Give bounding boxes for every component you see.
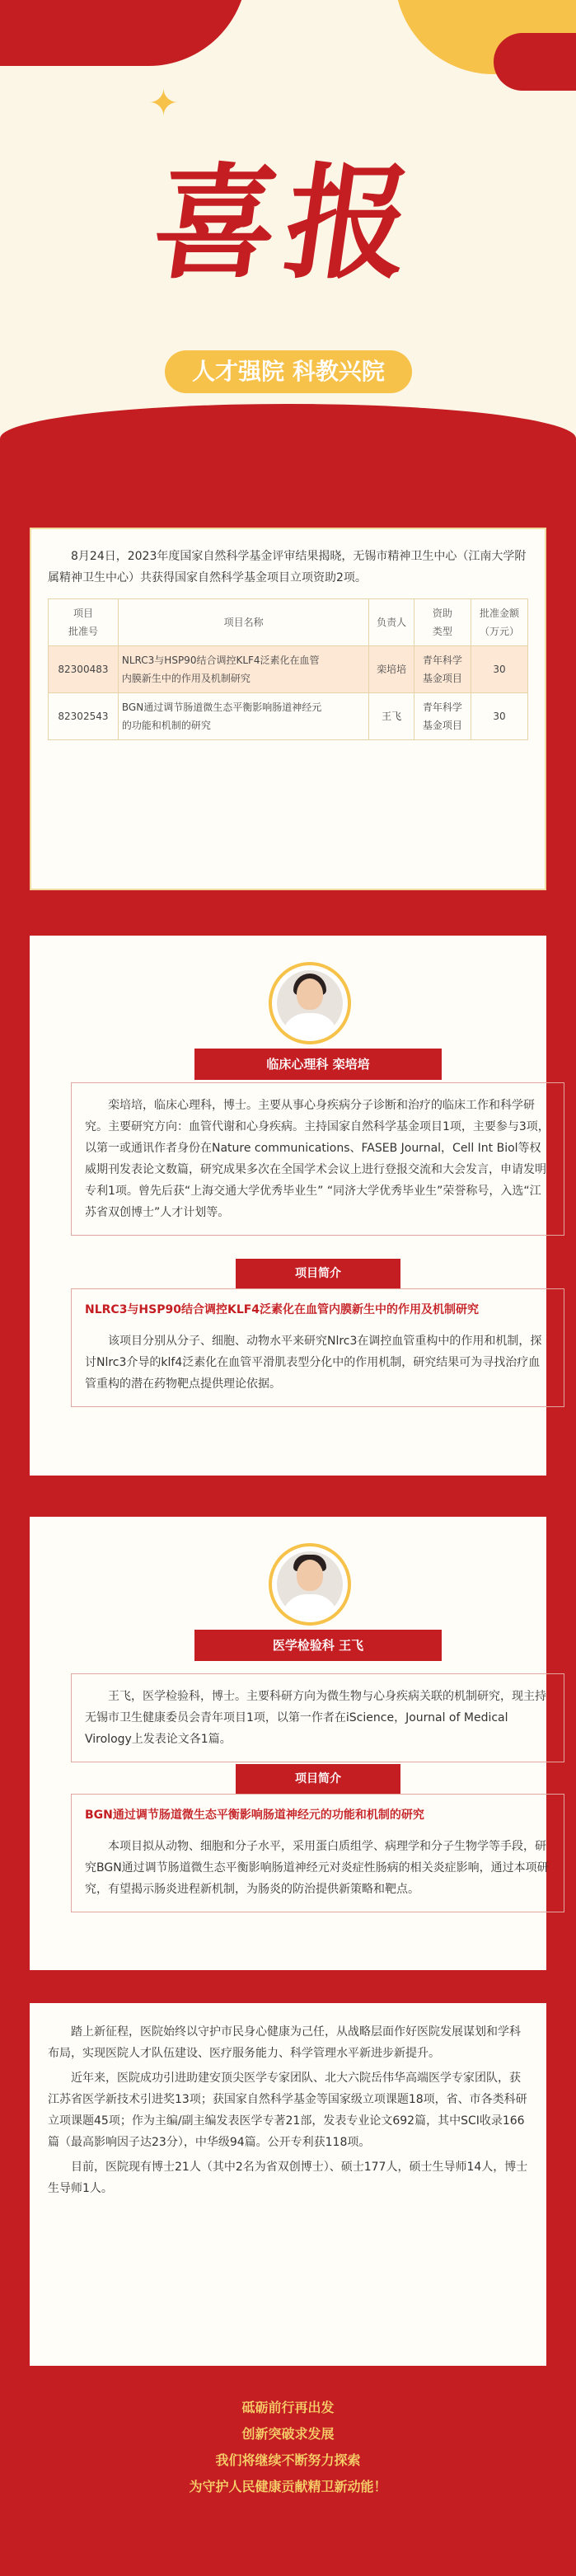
col-funding-type: 资助 类型 [414,599,471,646]
person-section-wang [30,1517,549,1970]
col-leader: 负责人 [369,599,414,646]
table-row: 82300483 NLRC3与HSP90结合调控KLF4泛素化在血管 内膜新生中的作用及机制研究 栾培培 青年科学 基金项目 30 [49,646,528,693]
project-desc: 本项目拟从动物、细胞和分子水平，采用蛋白质组学、病理学和分子生物学等手段，研究BGN通过调节肠道微生态平衡影响肠道神经元对炎症性肠病的相关炎症影响，通过本项研究，有望揭示肠炎进程新机制，为肠炎的防治提供新策略和靶点。 [85,1840,549,1896]
project-desc: 该项目分别从分子、细胞、动物水平来研究Nlrc3在调控血管重构中的作用和机制，探讨Nlrc3介导的klf4泛素化在血管平滑肌表型分化中的作用机制，研究结果可为寻找治疗血管重构的潜在药物靶点提供理论依据。 [85,1335,542,1391]
decor-blob-red [494,33,576,91]
intro-text: 8月24日，2023年度国家自然科学基金评审结果揭晓，无锡市精神卫生中心（江南大学附属精神卫生中心）共获得国家自然科学基金项目立项资助2项。 [48,550,527,584]
slogan-line: 砥砺前行再出发 [241,2400,335,2415]
project-title: BGN通过调节肠道微生态平衡影响肠道神经元的功能和机制的研究 [85,1809,424,1822]
person-section-luan [30,936,550,1476]
closing-paragraph: 目前，医院现有博士21人（其中2名为省双创博士）、硕士177人，硕士生导师14人，博士生导师1人。 [48,2161,528,2195]
hero-banner [0,0,576,490]
decor-wave [0,0,247,66]
closing-card [30,2003,546,2366]
hero-title: 喜报 [144,151,429,296]
person-name-banner: 医学检验科 王飞 [194,1630,442,1661]
sparkle-icon: ✦ [148,82,179,124]
decor-curve [0,404,576,490]
project-title: NLRC3与HSP90结合调控KLF4泛素化在血管内膜新生中的作用及机制研究 [85,1303,480,1316]
person-bio: 栾培培，临床心理科，博士。主要从事心身疾病分子诊断和治疗的临床工作和科学研究。主要研究方向：血管代谢和心身疾病。主持国家自然科学基金项目1项，主要参与3项，以第一或通讯作者身份在Nature communications、FASEB Journal，Cell Int Biol等权威期刊发表论文数篇，研究成果多次在全国学术会议上进行登报交流和大会发言，申请发明专利1项。曾先后获“上海交通大学优秀毕业生” “同济大学优秀毕业生”荣誉称号，入选“江苏省双创博士”人才计划等。 [71,1082,564,1236]
slogan-line: 创新突破求发展 [241,2426,335,2442]
closing-paragraph: 踏上新征程，医院始终以守护市民身心健康为己任，从战略层面作好医院发展谋划和学科布局，实现医院人才队伍建设、医疗服务能力、科学管理水平新进步新提升。 [48,2025,521,2060]
project-table [48,598,528,740]
avatar [269,962,351,1044]
person-bio: 王飞，医学检验科，博士。主要科研方向为微生物与心身疾病关联的机制研究，现主持无锡市卫生健康委员会青年项目1项，以第一作者在iScience，Journal of Medical Virology上发表论文各1篇。 [71,1673,564,1762]
col-project-name: 项目名称 [118,599,368,646]
project-box [71,1288,564,1407]
closing-paragraph: 近年来，医院成功引进助建安顶尖医学专家团队、北大六院岳伟华高端医学专家团队，获江苏省医学新技术引进奖13项；获国家自然科学基金等国家级立项课题18项，省、市各类科研立项课题45项；作为主编/副主编发表医学专著21部，发表专业论文692篇，其中SCI收录166篇（最高影响因子达23分），中华级94篇。公开专利获118项。 [48,2072,527,2149]
project-box [71,1794,564,1912]
slogan-line: 我们将继续不断努力探索 [215,2452,361,2468]
avatar [269,1543,351,1626]
col-amount: 批准金额 （万元） [471,599,527,646]
col-project-no: 项目 批准号 [49,599,119,646]
announcement-card [30,528,546,890]
hero-subtitle: 人才强院 科教兴院 [165,350,412,393]
slogan-line: 为守护人民健康贡献精卫新动能！ [189,2479,387,2494]
person-name-banner: 临床心理科 栾培培 [194,1049,442,1080]
table-header-row [49,599,528,646]
project-tag: 项目简介 [236,1764,400,1794]
table-row: 82302543 BGN通过调节肠道微生态平衡影响肠道神经元 的功能和机制的研究 王飞 青年科学 基金项目 30 [49,693,528,740]
slogans [0,2395,576,2500]
project-tag: 项目简介 [236,1259,400,1288]
